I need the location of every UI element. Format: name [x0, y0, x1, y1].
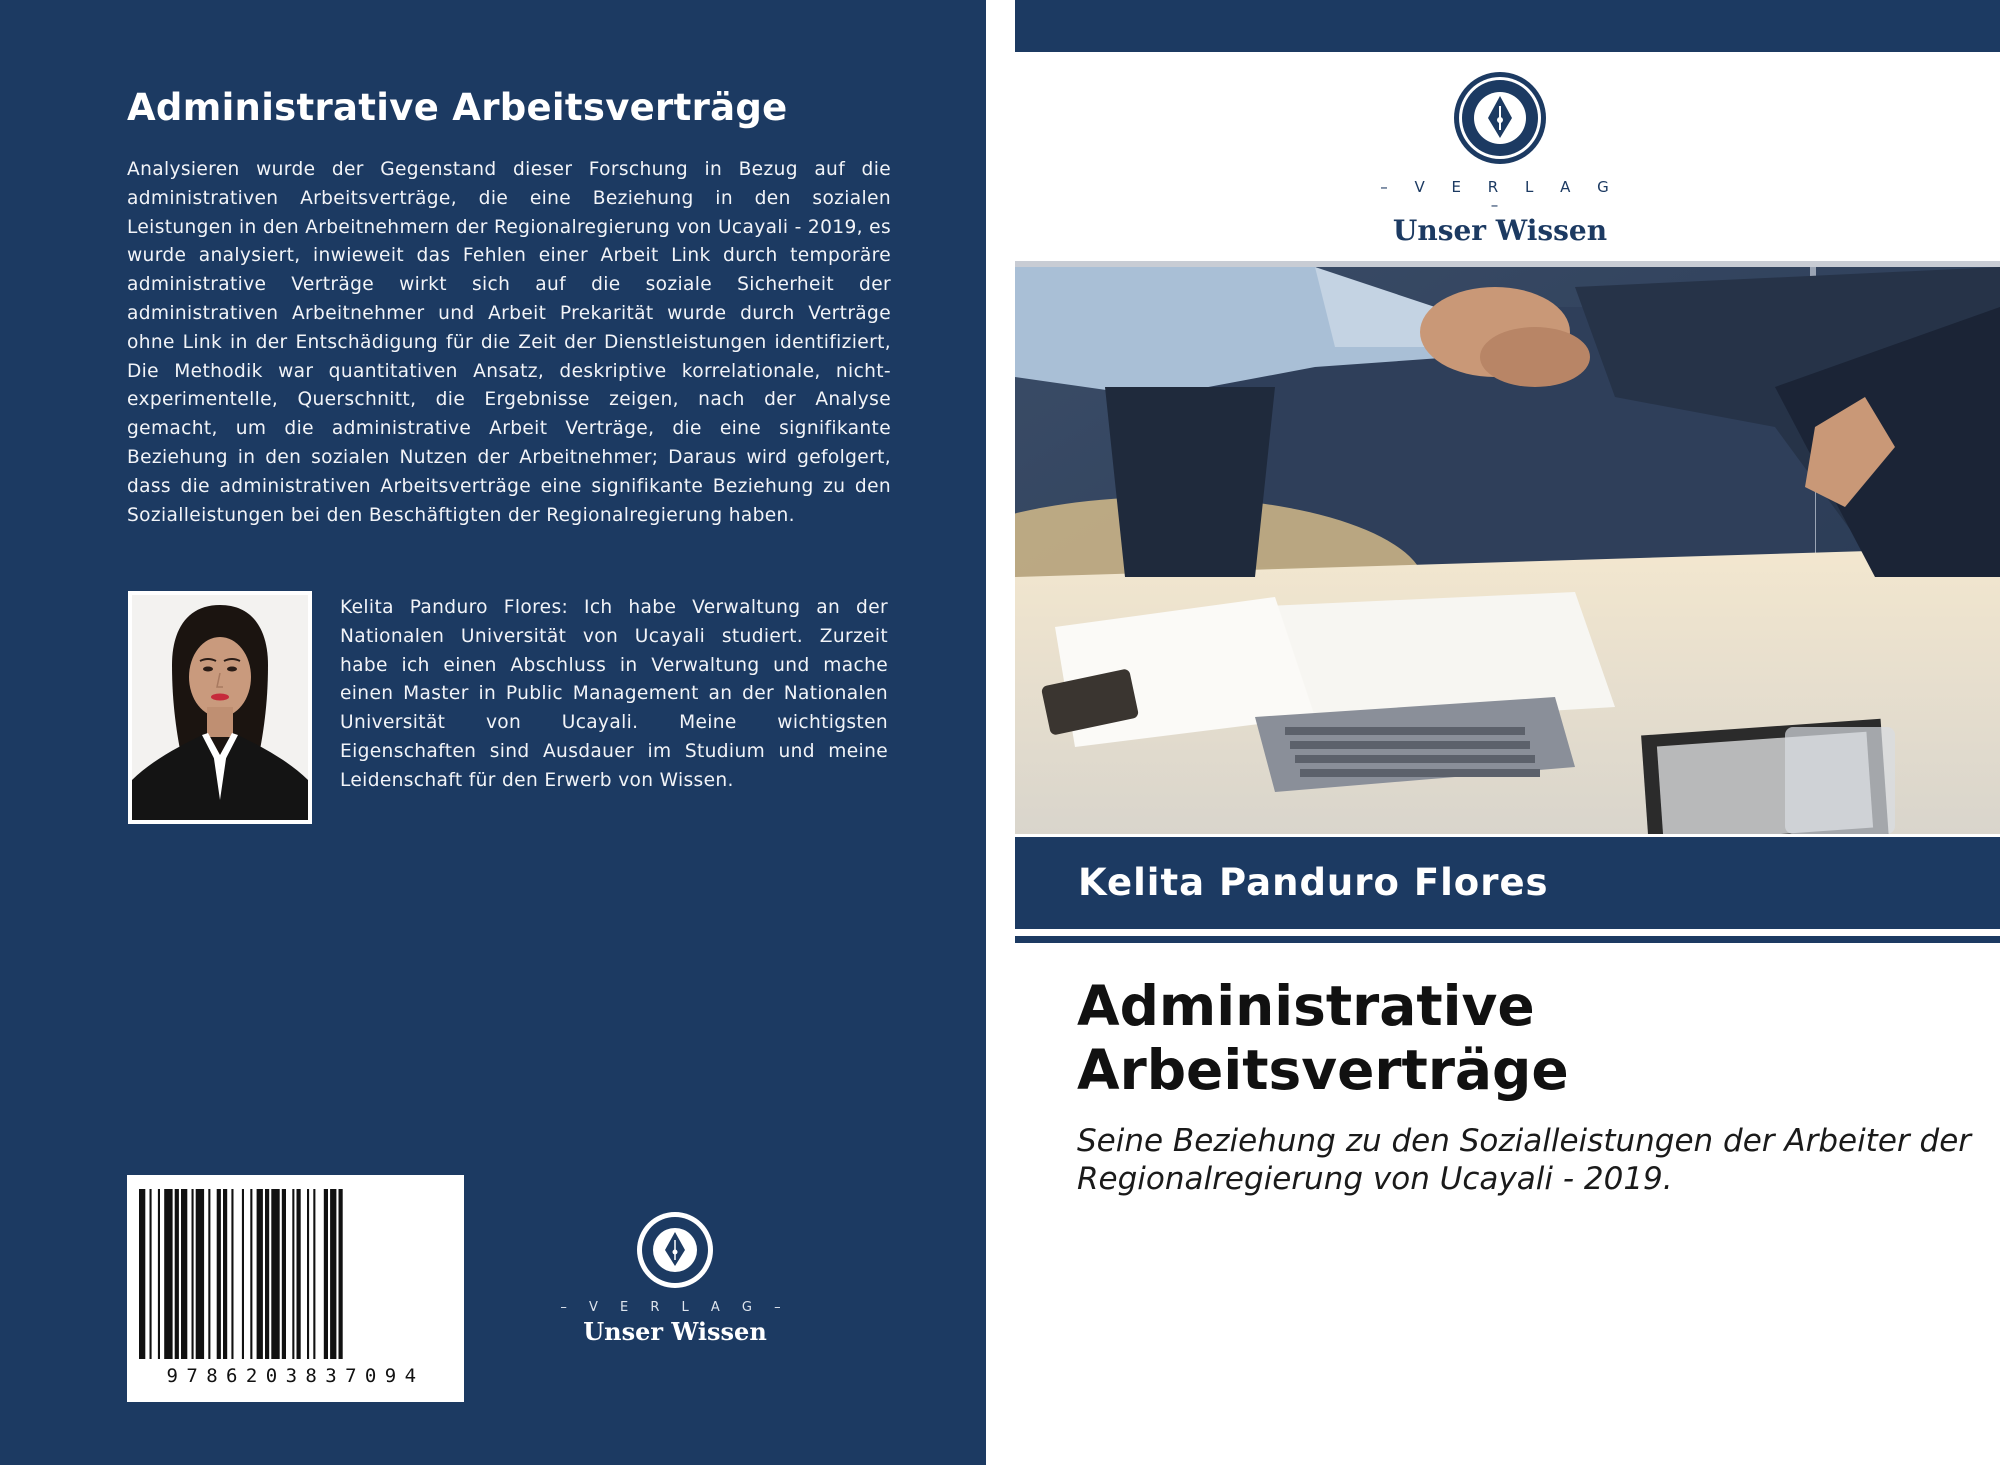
back-logo-verlag: – V E R L A G –: [560, 1300, 790, 1315]
back-publisher-logo: [560, 1210, 790, 1346]
front-title: Administrative Arbeitsverträge: [1077, 974, 1569, 1102]
author-band: [1015, 837, 2000, 929]
back-cover-title: Administrative Arbeitsverträge: [127, 86, 788, 129]
isbn-barcode: [127, 1175, 464, 1402]
author-band-rule: [1015, 936, 2000, 943]
front-logo-name: Unser Wissen: [1392, 214, 1608, 247]
author-bio: Kelita Panduro Flores: Ich habe Verwaltung an der Nationalen Universität von Ucayali studiert. Zurzeit habe ich einen Abschluss in Verwaltung und mache einen Master in Public Management an der Nationalen Universität von Ucayali. Meine wichtigsten Eigenschaften sind Ausdauer im Studium und meine Leidenschaft für den Erwerb von Wissen.: [340, 597, 888, 791]
front-logo-verlag: – V E R L A G –: [1380, 178, 1620, 214]
author-photo: [128, 591, 312, 824]
back-cover-abstract: Analysieren wurde der Gegenstand dieser Forschung in Bezug auf die administrativen Arbeitsverträge, die eine Beziehung in den sozialen Leistungen in den Arbeitnehmern der Regionalregierung von Ucayali - 2019, es wurde analysiert, inwieweit das Fehlen einer Arbeit Link durch temporäre administrative Verträge wirkt sich auf die soziale Sicherheit der administrativen Arbeitnehmer und Arbeit Prekarität wurde durch Verträge ohne Link in der Entschädigung für die Zeit der Dienstleistungen identifiziert, Die Methodik war quantitativen Ansatz, deskriptive korrelationale, nicht-experimentelle, Querschnitt, die Ergebnisse zeigen, nach der Analyse gemacht, um die administrative Arbeit Verträge, die eine signifikante Beziehung in den sozialen Nutzen der Arbeitnehmer; Daraus wird gefolgert, dass die administrativen Arbeitsverträge eine signifikante Beziehung zu den Sozialleistungen bei den Beschäftigten der Regionalregierung haben.: [127, 159, 892, 526]
cover-photo: [1015, 247, 2000, 834]
fountain-pen-seal-icon: [1452, 70, 1548, 166]
front-publisher-logo: [1380, 70, 1620, 247]
back-logo-name: Unser Wissen: [583, 1317, 767, 1346]
back-cover: [0, 0, 986, 1465]
front-top-bar: [1015, 0, 2000, 52]
author-portrait-image: [132, 595, 308, 820]
author-name: Kelita Panduro Flores: [1078, 861, 1549, 904]
front-subtitle: Seine Beziehung zu den Sozialleistungen der Arbeiter der Regionalregierung von Ucayali - 2019.: [1077, 1123, 1972, 1197]
fountain-pen-seal-icon: [635, 1210, 715, 1290]
handshake-photo: [1015, 247, 2000, 834]
spine-gap: [986, 0, 1015, 1465]
isbn-digits: 9786203837094: [166, 1365, 425, 1387]
